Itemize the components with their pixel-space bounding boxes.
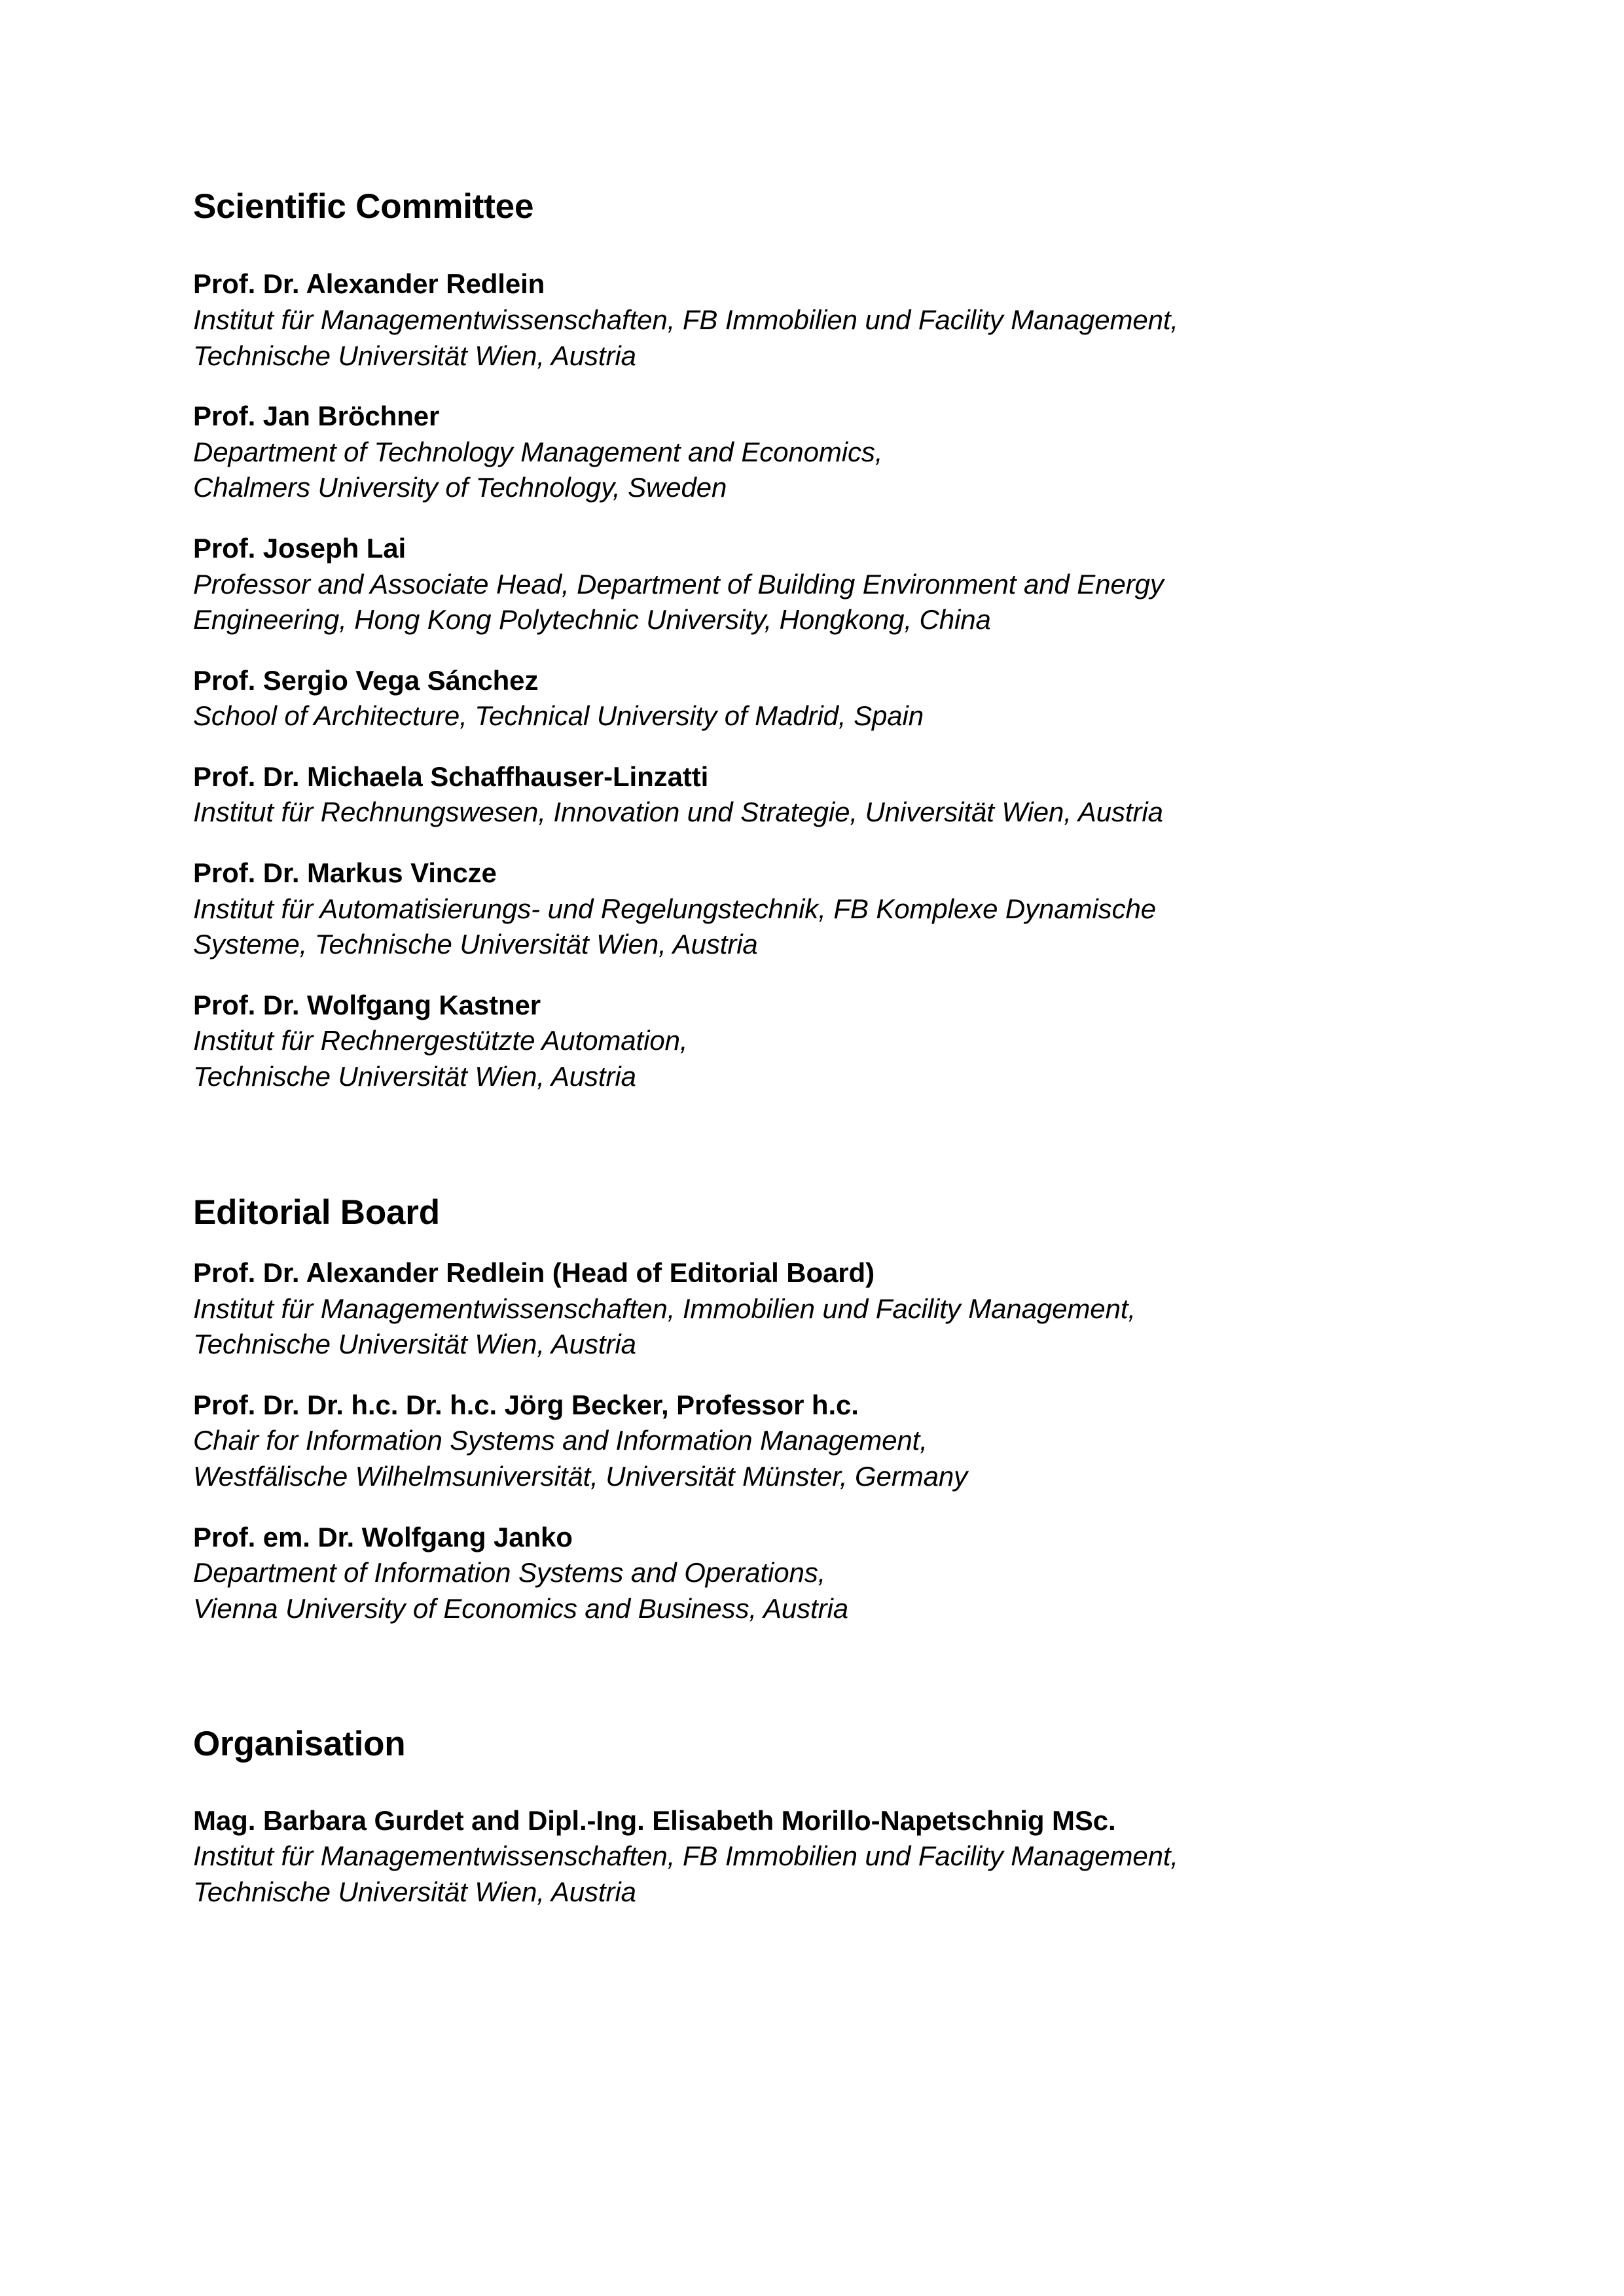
entry-affiliation-line: Chair for Information Systems and Information Management, bbox=[193, 1425, 928, 1456]
section-heading: Organisation bbox=[193, 1725, 406, 1764]
spacer bbox=[193, 374, 1434, 399]
section-heading: Editorial Board bbox=[193, 1193, 440, 1232]
entry-name: Prof. em. Dr. Wolfgang Janko bbox=[193, 1521, 573, 1552]
entry-affiliation-line: Professor and Associate Head, Department of Building Environment and Energy bbox=[193, 568, 1164, 600]
entry-affiliation-line: Technische Universität Wien, Austria bbox=[193, 1876, 636, 1907]
spacer bbox=[193, 1764, 1434, 1803]
entry-name: Prof. Dr. Wolfgang Kastner bbox=[193, 989, 541, 1020]
spacer bbox=[193, 226, 1434, 266]
entry-affiliation-line: Institut für Automatisierungs- und Regelungstechnik, FB Komplexe Dynamische bbox=[193, 893, 1156, 924]
entry-affiliation-line: Engineering, Hong Kong Polytechnic University, Hongkong, China bbox=[193, 604, 991, 636]
spacer bbox=[193, 1232, 1434, 1255]
committee-entry bbox=[193, 531, 1434, 638]
spacer bbox=[193, 1363, 1434, 1388]
entry-affiliation-line: Institut für Managementwissenschaften, FB Immobilien und Facility Management, bbox=[193, 304, 1178, 335]
spacer bbox=[193, 1626, 1434, 1725]
editorial-entry bbox=[193, 1255, 1434, 1363]
section-heading: Scientific Committee bbox=[193, 187, 534, 226]
spacer bbox=[193, 506, 1434, 531]
spacer bbox=[193, 734, 1434, 759]
entry-name: Prof. Joseph Lai bbox=[193, 532, 406, 564]
entry-affiliation-line: Institut für Managementwissenschaften, FB Immobilien und Facility Management, bbox=[193, 1840, 1178, 1872]
entry-name: Prof. Dr. Markus Vincze bbox=[193, 857, 497, 889]
spacer bbox=[193, 831, 1434, 855]
section-organisation bbox=[193, 1725, 1434, 1910]
entry-name: Mag. Barbara Gurdet and Dipl.-Ing. Elisabeth Morillo-Napetschnig MSc. bbox=[193, 1804, 1116, 1836]
organisation-entry bbox=[193, 1803, 1434, 1910]
entry-affiliation-line: Chalmers University of Technology, Sweden bbox=[193, 472, 727, 503]
entry-name: Prof. Dr. Alexander Redlein bbox=[193, 268, 545, 300]
editorial-entry bbox=[193, 1520, 1434, 1627]
committee-entry bbox=[193, 266, 1434, 374]
spacer bbox=[193, 963, 1434, 988]
entry-affiliation-line: Institut für Rechnergestützte Automation, bbox=[193, 1025, 688, 1056]
entry-name: Prof. Dr. Dr. h.c. Dr. h.c. Jörg Becker, Professor h.c. bbox=[193, 1389, 859, 1420]
entry-affiliation-line: Systeme, Technische Universität Wien, Austria bbox=[193, 929, 758, 960]
entry-affiliation-line: Technische Universität Wien, Austria bbox=[193, 1061, 636, 1092]
spacer bbox=[193, 638, 1434, 663]
section-scientific-committee bbox=[193, 187, 1434, 1095]
entry-list bbox=[193, 1803, 1434, 1910]
entry-name: Prof. Sergio Vega Sánchez bbox=[193, 664, 539, 696]
committee-entry bbox=[193, 855, 1434, 963]
committee-entry bbox=[193, 399, 1434, 506]
entry-affiliation-line: Institut für Rechnungswesen, Innovation und Strategie, Universität Wien, Austria bbox=[193, 797, 1163, 828]
entry-affiliation-line: Institut für Managementwissenschaften, Immobilien und Facility Management, bbox=[193, 1293, 1136, 1324]
spacer bbox=[193, 1495, 1434, 1520]
entry-affiliation-line: Department of Technology Management and Economics, bbox=[193, 436, 883, 467]
committee-entry bbox=[193, 988, 1434, 1095]
entry-affiliation-line: Technische Universität Wien, Austria bbox=[193, 1329, 636, 1360]
entry-name: Prof. Dr. Michaela Schaffhauser-Linzatti bbox=[193, 761, 709, 792]
entry-list bbox=[193, 266, 1434, 1094]
entry-list bbox=[193, 1255, 1434, 1626]
committee-entry bbox=[193, 663, 1434, 734]
entry-name: Prof. Jan Bröchner bbox=[193, 401, 440, 432]
entry-affiliation-line: Vienna University of Economics and Business, Austria bbox=[193, 1592, 848, 1624]
entry-affiliation-line: Westfälische Wilhelmsuniversität, Universität Münster, Germany bbox=[193, 1460, 968, 1492]
entry-affiliation-line: Department of Information Systems and Operations, bbox=[193, 1557, 826, 1588]
entry-affiliation-line: School of Architecture, Technical University of Madrid, Spain bbox=[193, 700, 924, 732]
entry-affiliation-line: Technische Universität Wien, Austria bbox=[193, 340, 636, 371]
editorial-entry bbox=[193, 1388, 1434, 1495]
section-editorial-board bbox=[193, 1193, 1434, 1627]
entry-name: Prof. Dr. Alexander Redlein (Head of Editorial Board) bbox=[193, 1257, 875, 1288]
committee-entry bbox=[193, 759, 1434, 831]
spacer bbox=[193, 1095, 1434, 1193]
